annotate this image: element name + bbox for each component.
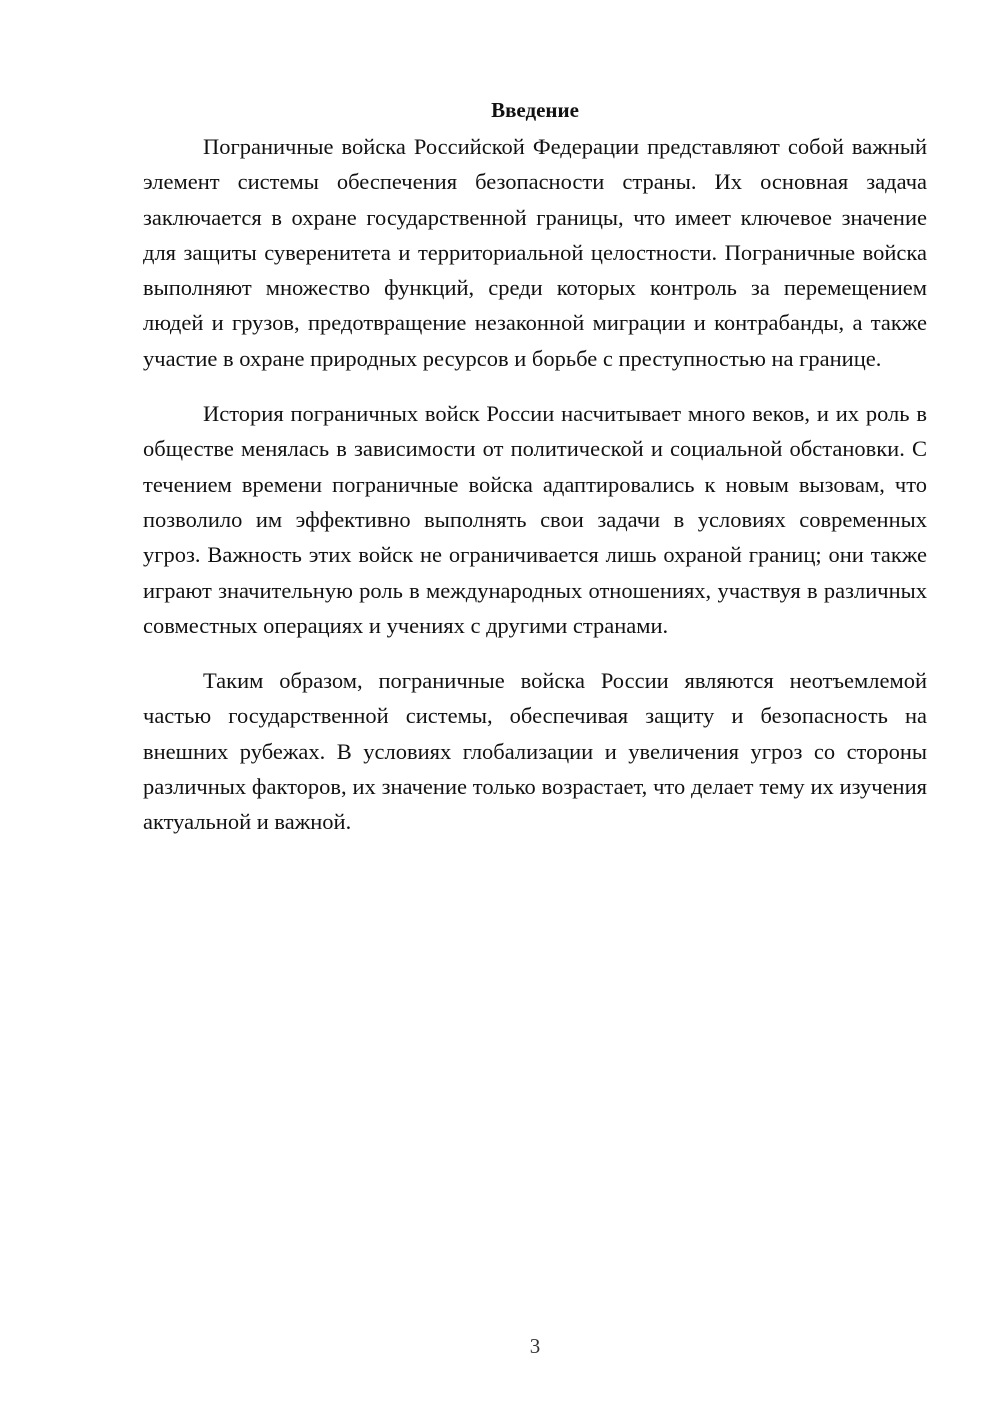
page-content bbox=[143, 94, 927, 840]
paragraph-2: История пограничных войск России насчитывает много веков, и их роль в обществе менялась в зависимости от политической и социальной обстановки. С течением времени пограничные войска адаптировались к новым вызовам, что позволило им эффективно выполнять свои задачи в условиях современных угроз. Важность этих войск не ограничивается лишь охраной границ; они также играют значительную роль в международных отношениях, участвуя в различных совместных операциях и учениях с другими странами. bbox=[143, 401, 927, 638]
section-heading: Введение bbox=[491, 98, 579, 122]
paragraph-1: Пограничные войска Российской Федерации представляют собой важный элемент системы обеспечения безопасности страны. Их основная задача заключается в охране государственной границы, что имеет ключевое значение для защиты суверенитета и территориальной целостности. Пограничные войска выполняют множество функций, среди которых контроль за перемещением людей и грузов, предотвращение незаконной миграции и контрабанды, а также участие в охране природных ресурсов и борьбе с преступностью на границе. bbox=[143, 134, 927, 371]
page-number: 3 bbox=[529, 1334, 541, 1358]
paragraph-3: Таким образом, пограничные войска России являются неотъемлемой частью государственной системы, обеспечивая защиту и безопасность на внешних рубежах. В условиях глобализации и увеличения угроз со стороны различных факторов, их значение только возрастает, что делает тему их изучения актуальной и важной. bbox=[143, 668, 927, 835]
